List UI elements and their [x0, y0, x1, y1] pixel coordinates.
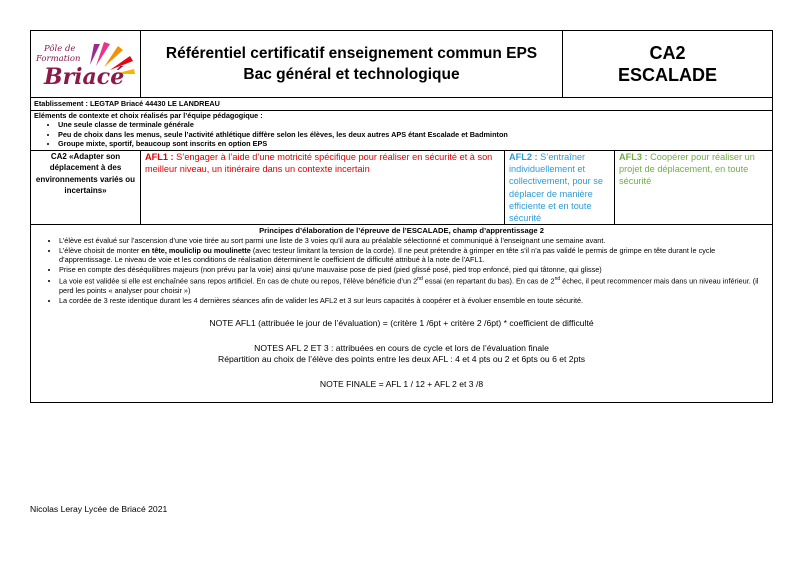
contexte-list [34, 120, 769, 149]
afl-row [31, 150, 773, 224]
principes-list [35, 236, 768, 305]
principes-heading: Principes d’élaboration de l’épreuve de l’ESCALADE, champ d’apprentissage 2 [259, 226, 544, 236]
list-item: • L’élève est évalué sur l’ascension d’une voie tirée au sort parmi une liste de 3 voies qu’il aura au préalable sélectionné et communiqué à l’enseignant une semaine avant. [59, 236, 768, 246]
afl2-label: AFL2 : [509, 151, 538, 162]
b2-pre: L’élève choisit de monter [59, 245, 142, 255]
logo-text-formation: Formation [36, 54, 81, 64]
logo-graphic [34, 36, 138, 92]
list-item: • Groupe mixte, sportif, beaucoup sont inscrits en option EPS [58, 139, 769, 149]
note-afl23-line1: NOTES AFL 2 ET 3 : attribuées en cours de cycle et lors de l’évaluation finale [254, 343, 549, 354]
list-item: • Une seule classe de terminale générale [58, 120, 769, 130]
contexte-heading: Eléments de contexte et choix réalisés par l’équipe pédagogique : [34, 110, 263, 120]
referentiel-table [30, 30, 773, 403]
afl3-cell [615, 150, 773, 224]
contexte-cell [31, 110, 773, 150]
afl2-text: S’entraîner individuellement et collectivement, pour se déplacer de manière efficiente et en toute sécurité [509, 151, 603, 223]
note-finale: NOTE FINALE = AFL 1 / 12 + AFL 2 et 3 /8 [319, 379, 484, 390]
b2-post: (avec testeur limitant la tension de la corde). Il ne peut prétendre à grimper en tête s’il n’a pas validé le permis de grimpe en tête durant le cycle d’apprentissage. Le niveau de voie et les conditions de réalisation déterminent le coefficient de difficulté attribué à la note de l’AFL1. [59, 245, 716, 265]
etablissement-row [31, 98, 773, 111]
afl1-cell [141, 150, 505, 224]
document [30, 30, 772, 403]
b4-a: La voie est validée si elle est enchaînée sans repos artificiel. En cas de chute ou repos, l’élève bénéficie d’un 2 [59, 276, 418, 286]
logo-cell [31, 31, 141, 98]
b4-sup2: nd [554, 275, 561, 282]
list-item [59, 246, 768, 265]
b2-bold: en tête, mouliclip ou moulinette [141, 245, 251, 255]
logo-text-pole: Pôle de [44, 44, 76, 54]
principes-cell [31, 225, 773, 403]
contexte-row [31, 110, 773, 150]
afl3-text: Coopérer pour réaliser un projet de déplacement, en toute sécurité [619, 151, 755, 187]
note-afl1: NOTE AFL1 (attribuée le jour de l’évaluation) = (critère 1 /6pt + critère 2 /6pt) * coefficient de difficulté [209, 318, 594, 329]
list-item [59, 275, 768, 296]
ca-cell: CA2 «Adapter son déplacement à des environnements variés ou incertains» [31, 150, 141, 224]
b4-c: échec, il peut recommencer mais dans un niveau inférieur. (il perd les points « analyser pour choisir ») [59, 276, 759, 295]
list-item: • Prise en compte des déséquilibres majeurs (non prévu par la voie) ainsi qu’une mauvaise pose de pied (pied glissé posé, pied trop enfoncé, pied qui tâtonne, qui glisse) [59, 265, 768, 275]
afl3-label: AFL3 : [619, 151, 648, 162]
b4-b: essai (en repartant du bas). En cas de 2 [422, 276, 555, 286]
note-afl23-line2: Répartition au choix de l’élève des points entre les deux AFL : 4 et 4 pts ou 2 et 6pts ou 6 et 2pts [217, 354, 586, 365]
afl2-cell [505, 150, 615, 224]
list-item: • Peu de choix dans les menus, seule l’activité athlétique diffère selon les élèves, les deux autres APS étant Escalade et Badminton [58, 130, 769, 140]
afl1-text: S’engager à l’aide d’une motricité spécifique pour réaliser en sécurité et à son meilleur niveau, un itinéraire dans un contexte incertain [145, 151, 493, 175]
footer-author: Nicolas Leray Lycée de Briacé 2021 [30, 504, 168, 514]
title-cell [141, 31, 563, 98]
logo-text-brand: Briacé [44, 64, 125, 90]
ca-number: CA2 [649, 43, 686, 63]
ca-title-cell [563, 31, 773, 98]
b4-sup1: nd [417, 275, 423, 282]
page-title: Référentiel certificatif enseignement commun EPS [165, 45, 538, 62]
etablissement-text: Etablissement : LEGTAP Briacé 44430 LE LANDREAU [31, 98, 773, 111]
header-row [31, 31, 773, 98]
activity-name: ESCALADE [618, 65, 718, 85]
page-subtitle: Bac général et technologique [243, 66, 460, 83]
afl1-label: AFL1 : [145, 151, 174, 162]
principes-row [31, 225, 773, 403]
briace-logo [34, 36, 137, 92]
list-item: • La cordée de 3 reste identique durant les 4 dernières séances afin de valider les AFL2 et 3 sur leurs capacités à coopérer et à évoluer ensemble en toute sécurité. [59, 296, 768, 306]
